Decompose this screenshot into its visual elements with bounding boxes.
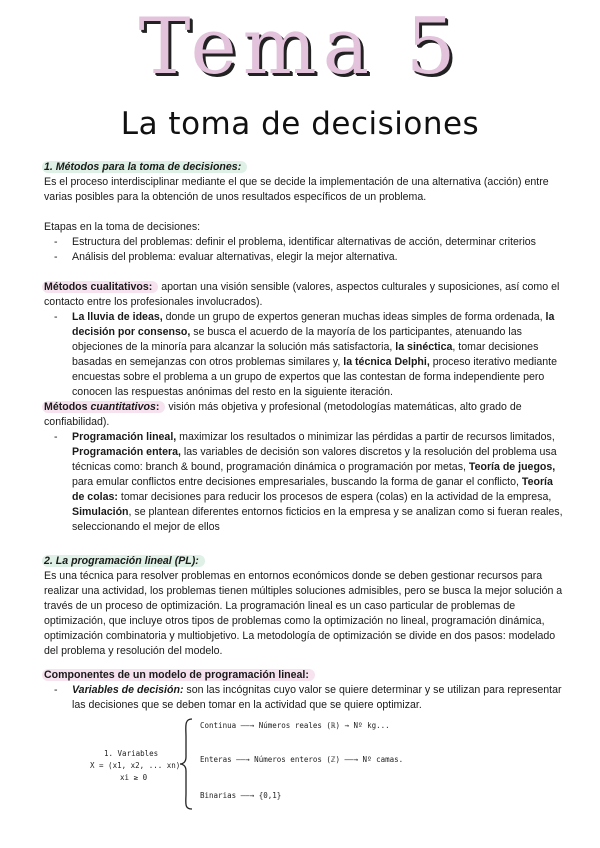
term: la decisión por consenso, — [72, 311, 555, 338]
term: la técnica Delphi, — [343, 356, 430, 368]
quantitative-text: visión más objetiva y profesional (metodologías matemáticas, alto grado de confiabilidad). — [44, 401, 522, 428]
term: Variables de decisión: — [72, 684, 184, 696]
section1-heading: 1. Métodos para la toma de decisiones: — [42, 161, 247, 173]
qualitative-paragraph — [44, 280, 564, 310]
diagram-row-enteras: Enteras ——→ Números enteros (ℤ) ——→ Nº camas. — [200, 755, 404, 764]
document-body — [44, 160, 564, 713]
text: donde un grupo de expertos generan muchas ideas simples de forma ordenada, — [162, 311, 546, 323]
components-list — [44, 683, 564, 713]
list-item — [72, 310, 564, 400]
term: Teoría de colas: — [72, 476, 553, 503]
term: La lluvia de ideas, — [72, 311, 163, 323]
text: , se plantean diferentes entornos ficticios en la empresa y se analizan como si fueran reales, seleccionando el mejor de ellos — [72, 506, 563, 533]
diagram-row-continua: Continua ——→ Números reales (ℝ) → Nº kg... — [200, 721, 390, 730]
diagram-label: X = (x1, x2, ... xn) — [90, 761, 181, 770]
text: maximizar los resultados o minimizar las pérdidas a partir de recursos limitados, — [176, 431, 555, 443]
section1-intro: Es el proceso interdisciplinar mediante el que se decide la implementación de una alternativa (acción) entre varias posibles para la obtención de unos resultados específicos de un problema. — [44, 176, 549, 203]
text: las variables de decisión son valores discretos y la resolución del problema usa técnicas como: branch & bound, programación dinámica o programación por metas, — [72, 446, 557, 473]
list-item: - Análisis del problema: evaluar alternativas, elegir la mejor alternativa. — [72, 250, 564, 265]
qualitative-text: aportan una visión sensible (valores, aspectos culturales y suposiciones, así como el contacto entre los profesionales involucrados). — [44, 281, 560, 308]
text: proceso iterativo mediante encuestas sobre el problema a un grupo de expertos que las contestan de forma independiente pero conocen las respuestas anónimas del resto en la siguiente iteración. — [72, 356, 557, 398]
quantitative-label — [42, 401, 165, 413]
section2-text: Es una técnica para resolver problemas en entornos económicos donde se deben gestionar recursos para realizar una actividad, los problemas tienen múltiples soluciones admisibles, pero se busca la mejor solución a través de un proceso de optimización. La programación lineal es un caso particular de problemas de optimización, que incluye otros tipos de problemas como la optimización no lineal, programación dinámica, optimización combinatoria y multiobjetivo. La metodología de optimización se divide en dos pasos: modelado del problema y resolución del modelo. — [44, 570, 563, 657]
diagram-label: xi ≥ 0 — [120, 773, 148, 782]
page-subtitle: La toma de decisiones — [120, 106, 480, 142]
list-item — [72, 683, 564, 713]
list-item: - Estructura del problemas: definir el problema, identificar alternativas de acción, determinar criterios — [72, 235, 564, 250]
brace-icon — [178, 717, 194, 811]
list-item — [72, 430, 564, 535]
term: Programación lineal, — [72, 431, 177, 443]
section2-heading: 2. La programación lineal (PL): — [42, 555, 205, 567]
text: son las incógnitas cuyo valor se quiere determinar y se utilizan para representar las decisiones que se deben tomar en la actividad que se quiere optimizar. — [72, 684, 562, 711]
term: Simulación — [72, 506, 129, 518]
term: la sinéctica — [395, 341, 453, 353]
qualitative-list — [44, 310, 564, 400]
text: , tomar decisiones basadas en semejanzas con otros problemas similares y, — [72, 341, 539, 368]
text: para emular conflictos entre decisiones empresariales, buscando la forma de ganar el conflicto, — [72, 476, 522, 488]
text: tomar decisiones para reducir los procesos de espera (colas) en la actividad de la empresa, — [117, 491, 552, 503]
quantitative-paragraph — [44, 400, 564, 430]
label-part: Métodos — [44, 401, 91, 413]
quantitative-list — [44, 430, 564, 535]
label-part: : — [155, 401, 160, 413]
term: Teoría de juegos, — [468, 461, 556, 473]
components-heading: Componentes de un modelo de programación lineal: — [42, 669, 315, 681]
term: Programación entera, — [72, 446, 181, 458]
label-part: cuantitativos — [90, 401, 156, 413]
qualitative-label: Métodos cualitativos: — [42, 281, 158, 293]
diagram-label: 1. Variables — [104, 749, 159, 758]
page-title: Tema 5 — [138, 2, 462, 92]
variables-diagram — [90, 715, 490, 815]
diagram-row-binarias: Binarias ——→ {0,1} — [200, 791, 282, 800]
stages-list — [44, 235, 564, 265]
text: se busca el acuerdo de la mayoría de los participantes, atenuando las objeciones de la minoría para alcanzar la solución más satisfactoria, — [72, 326, 522, 353]
stages-label: Etapas en la toma de decisiones: — [44, 221, 201, 233]
